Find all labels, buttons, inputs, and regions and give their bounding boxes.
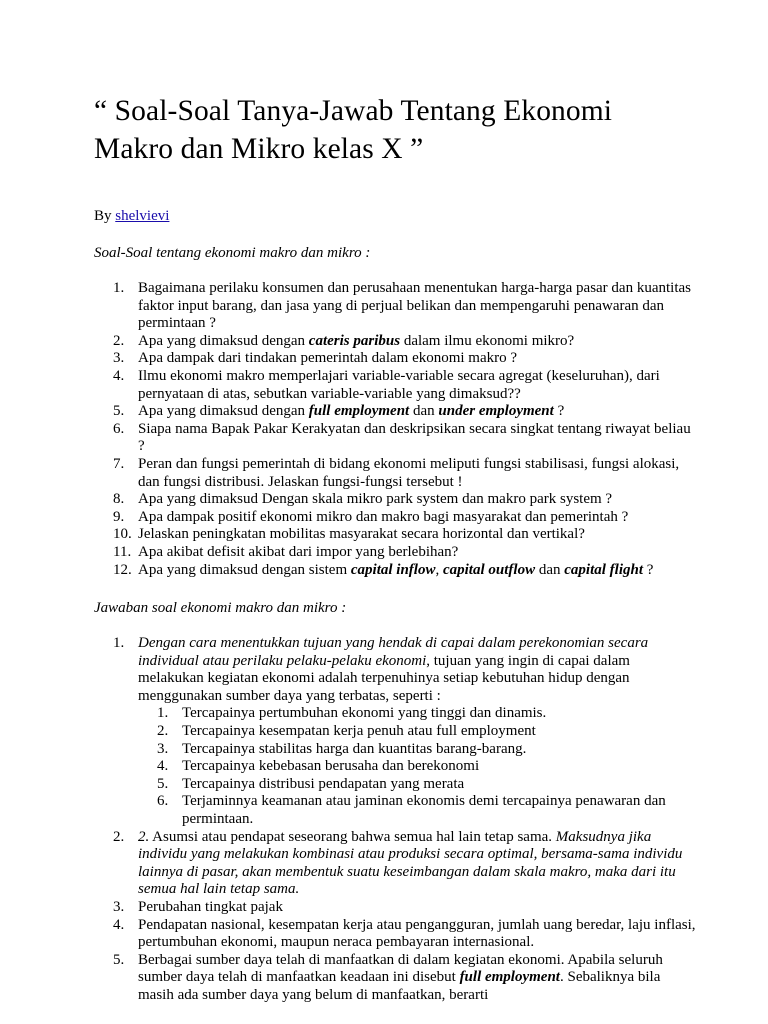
question-item <box>94 368 698 403</box>
list-number: 3. <box>157 740 169 757</box>
sub-list <box>138 705 698 828</box>
question-text <box>138 456 679 490</box>
text-run: dalam ilmu ekonomi mikro? <box>400 332 575 349</box>
text-run: ? <box>553 403 565 420</box>
question-text <box>138 526 585 542</box>
list-number: 10. <box>113 526 132 543</box>
list-number: 8. <box>113 491 125 508</box>
answer-text <box>138 917 696 951</box>
question-text <box>138 280 691 331</box>
question-item <box>94 456 698 491</box>
text-run: Apa yang dimaksud dengan <box>138 403 309 420</box>
sub-list-text: Tercapainya pertumbuhan ekonomi yang tinggi dan dinamis. <box>182 705 547 722</box>
sub-list-item <box>138 705 698 723</box>
emphasis-text: full employment <box>308 403 410 420</box>
text-run: , <box>435 561 443 578</box>
text-run: Ilmu ekonomi makro memperlajari variable-variable secara agregat (keseluruhan), dari pernyataan di atas, sebutkan variable-variable yang dimaksud?? <box>138 367 660 402</box>
list-number: 2. <box>113 332 125 349</box>
text-run: Siapa nama Bapak Pakar Kerakyatan dan deskripsikan secara singkat tentang riwayat beliau ? <box>138 420 691 455</box>
answers-heading: Jawaban soal ekonomi makro dan mikro : <box>94 600 347 617</box>
question-text <box>138 509 628 525</box>
answer-text <box>138 899 283 915</box>
question-text <box>138 562 653 578</box>
emphasis-text: Maksudnya jika individu yang melakukan kombinasi atau produksi secara optimal, bersama-sama individu lainnya di pasar, akan membentuk suatu keseimbangan dalam skala makro, maka dari itu semua hal lain tetap sama. <box>138 828 683 898</box>
text-run: Apa yang dimaksud dengan <box>138 332 309 349</box>
emphasis-text: capital outflow <box>442 561 536 578</box>
question-text <box>138 350 517 366</box>
list-number: 9. <box>113 508 125 525</box>
question-text <box>138 333 574 349</box>
list-number: 1. <box>113 635 125 652</box>
text-run: dan <box>409 403 439 420</box>
question-text <box>138 368 660 402</box>
emphasis-text <box>443 562 535 578</box>
byline <box>94 207 698 226</box>
list-number: 2. <box>113 828 125 845</box>
text-run: Apa yang dimaksud dengan sistem <box>138 561 351 578</box>
list-number: 4. <box>113 367 125 384</box>
emphasis-text <box>460 969 560 985</box>
text-run: ? <box>643 561 654 578</box>
text-run: Pendapatan nasional, kesempatan kerja atau pengangguran, jumlah uang beredar, laju inflasi, pertumbuhan ekonomi, maupun neraca pembayaran internasional. <box>138 916 696 951</box>
text-run: Berbagai sumber daya telah di manfaatkan di dalam kegiatan ekonomi. Apabila seluruh sumber daya telah di manfaatkan keadaan ini disebut <box>138 951 663 986</box>
list-number: 12. <box>113 561 132 578</box>
sub-list-text: Tercapainya stabilitas harga dan kuantitas barang-barang. <box>182 740 527 757</box>
emphasis-text: capital inflow <box>350 561 436 578</box>
emphasis-text <box>309 333 400 349</box>
question-item <box>94 526 698 544</box>
list-number: 6. <box>157 793 169 810</box>
list-number: 11. <box>113 543 132 560</box>
answer-item <box>94 829 698 899</box>
emphasis-text: under employment <box>438 403 554 420</box>
text-run: Apa akibat defisit akibat dari impor yang berlebihan? <box>138 543 459 560</box>
page-title: “ Soal-Soal Tanya-Jawab Tentang Ekonomi Makro dan Mikro kelas X ” <box>94 95 613 165</box>
list-number: 2. <box>157 723 169 740</box>
text-run: . Sebaliknya bila masih ada sumber daya yang belum di manfaatkan, berarti <box>138 969 661 1003</box>
question-item <box>94 280 698 333</box>
question-item <box>94 562 698 580</box>
list-number: 3. <box>113 899 125 915</box>
emphasis-text: full employment <box>459 969 560 986</box>
emphasis-text <box>309 403 409 419</box>
answer-text <box>138 635 648 704</box>
sub-list-text: Tercapainya distribusi pendapatan yang merata <box>182 775 465 792</box>
text-run: dan <box>535 561 565 578</box>
answer-text <box>138 829 682 898</box>
emphasis-text: Dengan cara menentukkan tujuan yang hendak di capai dalam perekonomian secara individual atau perilaku pelaku-pelaku ekonomi <box>138 635 649 669</box>
list-number: 5. <box>113 403 125 420</box>
sub-list-text: Tercapainya kesempatan kerja penuh atau full employment <box>182 723 536 740</box>
answer-text <box>138 952 663 1003</box>
question-item <box>94 544 698 562</box>
question-item <box>94 491 698 509</box>
question-text <box>138 403 564 419</box>
author-link[interactable]: shelvievi <box>115 208 170 224</box>
questions-list <box>94 280 698 579</box>
text-run: Apa dampak dari tindakan pemerintah dalam ekonomi makro ? <box>138 350 518 367</box>
answer-item <box>94 952 698 1005</box>
emphasis-text: 2. <box>138 828 150 845</box>
text-run: Asumsi atau pendapat seseorang bahwa semua hal lain tetap sama. <box>149 828 556 845</box>
question-item <box>94 350 698 368</box>
emphasis-text <box>564 562 643 578</box>
text-run: Apa dampak positif ekonomi mikro dan makro bagi masyarakat dan pemerintah ? <box>138 508 629 525</box>
answer-item <box>94 635 698 829</box>
list-number: 4. <box>157 758 169 775</box>
emphasis-text <box>438 403 553 419</box>
sub-list-item <box>138 776 698 794</box>
question-item <box>94 333 698 351</box>
sub-list-text: Tercapainya kebebasan berusaha dan berekonomi <box>182 758 480 775</box>
list-number: 5. <box>157 775 169 792</box>
text-run: , tujuan yang ingin di capai dalam melakukan kegiatan ekonomi adalah terpenuhinya setiap kebutuhan hidup dengan menggunakan sumber daya yang terbatas, seperti : <box>138 652 630 704</box>
answer-item <box>94 899 698 917</box>
sub-list-item <box>138 723 698 741</box>
question-text <box>138 544 458 560</box>
emphasis-text <box>351 562 436 578</box>
emphasis-text: cateris paribus <box>308 332 401 349</box>
text-run: Peran dan fungsi pemerintah di bidang ekonomi meliputi fungsi stabilisasi, fungsi alokasi, dan fungsi distribusi. Jelaskan fungsi-fungsi tersebut ! <box>138 455 680 490</box>
list-number: 1. <box>157 705 169 722</box>
sub-list-text: Terjaminnya keamanan atau jaminan ekonomis demi tercapainya penawaran dan permintaan. <box>182 793 666 828</box>
list-number: 6. <box>113 420 125 437</box>
list-number: 4. <box>113 916 125 933</box>
list-number: 3. <box>113 350 125 367</box>
answers-list <box>94 635 698 1004</box>
question-item <box>94 403 698 421</box>
list-number: 1. <box>113 280 125 296</box>
questions-heading: Soal-Soal tentang ekonomi makro dan mikro : <box>94 245 371 261</box>
question-item <box>94 509 698 527</box>
sub-list-item <box>138 793 698 828</box>
list-number: 5. <box>113 951 125 968</box>
emphasis-text: capital flight <box>564 561 643 578</box>
question-text <box>138 421 691 455</box>
text-run: Bagaimana perilaku konsumen dan perusahaan menentukan harga-harga pasar dan kuantitas faktor input barang, dan jasa yang di perjual belikan dan mempengaruhi penawaran dan permintaan ? <box>138 280 691 332</box>
sub-list-item <box>138 741 698 759</box>
answer-item <box>94 917 698 952</box>
question-item <box>94 421 698 456</box>
list-number: 7. <box>113 455 125 472</box>
byline-prefix: By <box>94 208 116 224</box>
sub-list-item <box>138 758 698 776</box>
question-text <box>138 491 612 507</box>
text-run: Jelaskan peningkatan mobilitas masyarakat secara horizontal dan vertikal? <box>138 526 585 543</box>
text-run: Perubahan tingkat pajak <box>138 899 283 915</box>
text-run: Apa yang dimaksud Dengan skala mikro park system dan makro park system ? <box>138 491 613 508</box>
